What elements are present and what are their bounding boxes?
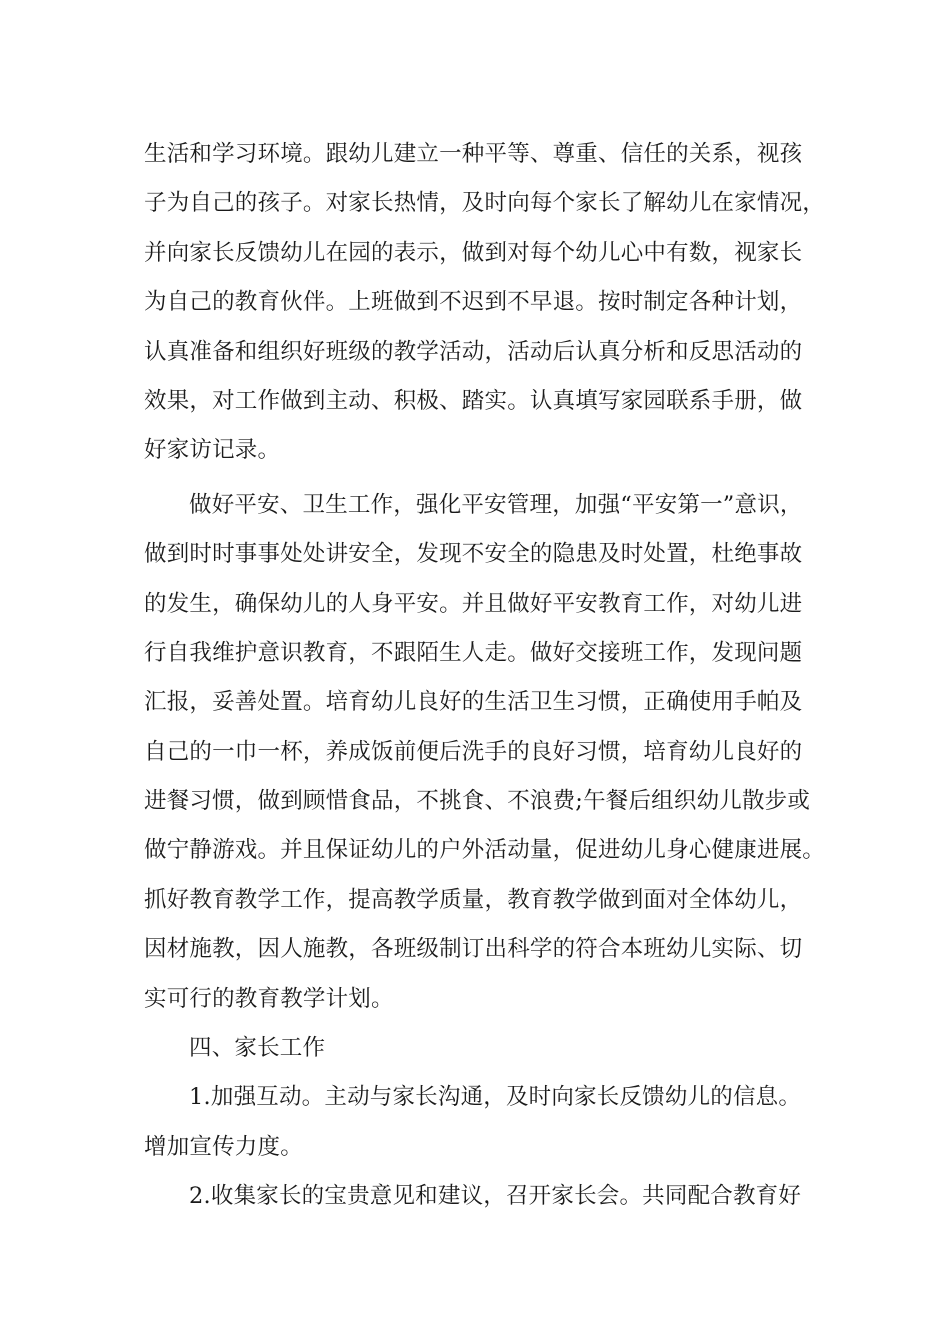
text-line: 实可行的教育教学计划。 [144,985,394,1012]
list-item-first-line: 1.加强互动。主动与家长沟通，及时向家长反馈幼儿的信息。 [189,1084,802,1111]
text-line: 行自我维护意识教育，不跟陌生人走。做好交接班工作，发现问题 [144,639,803,666]
section-heading: 四、家长工作 [189,1035,326,1062]
text-line: 做宁静游戏。并且保证幼儿的户外活动量，促进幼儿身心健康进展。 [144,837,826,864]
text-line: 增加宣传力度。 [144,1133,303,1160]
text-line: 并向家长反馈幼儿在园的表示，做到对每个幼儿心中有数，视家长 [144,239,803,266]
text-line: 抓好教育教学工作，提高教学质量，教育教学做到面对全体幼儿， [144,886,803,913]
text-line: 生活和学习环境。跟幼儿建立一种平等、尊重、信任的关系，视孩 [144,141,803,167]
text-line: 效果，对工作做到主动、积极、踏实。认真填写家园联系手册，做 [144,387,803,414]
body-text [144,130,844,1222]
text-line: 子为自己的孩子。对家长热情，及时向每个家长了解幼儿在家情况， [144,190,826,217]
text-line: 做到时时事事处处讲安全，发现不安全的隐患及时处置，杜绝事故 [144,541,803,568]
text-line: 好家访记录。 [144,437,281,464]
text-line: 的发生，确保幼儿的人身平安。并且做好平安教育工作，对幼儿进 [144,590,803,617]
list-item-first-line: 2.收集家长的宝贵意见和建议，召开家长会。共同配合教育好 [189,1183,802,1210]
text-line: 自己的一巾一杯，养成饭前便后洗手的良好习惯，培育幼儿良好的 [144,738,803,765]
text-line: 为自己的教育伙伴。上班做到不迟到不早退。按时制定各种计划， [144,289,803,316]
text-line: 进餐习惯，做到顾惜食品，不挑食、不浪费;午餐后组织幼儿散步或 [144,788,811,815]
text-line: 认真准备和组织好班级的教学活动，活动后认真分析和反思活动的 [144,338,803,365]
text-line: 汇报，妥善处置。培育幼儿良好的生活卫生习惯，正确使用手帕及 [144,689,803,716]
text-line: 因材施教，因人施教，各班级制订出科学的符合本班幼儿实际、切 [144,936,803,963]
paragraph-first-line: 做好平安、卫生工作，强化平安管理，加强“平安第一”意识， [189,491,803,518]
